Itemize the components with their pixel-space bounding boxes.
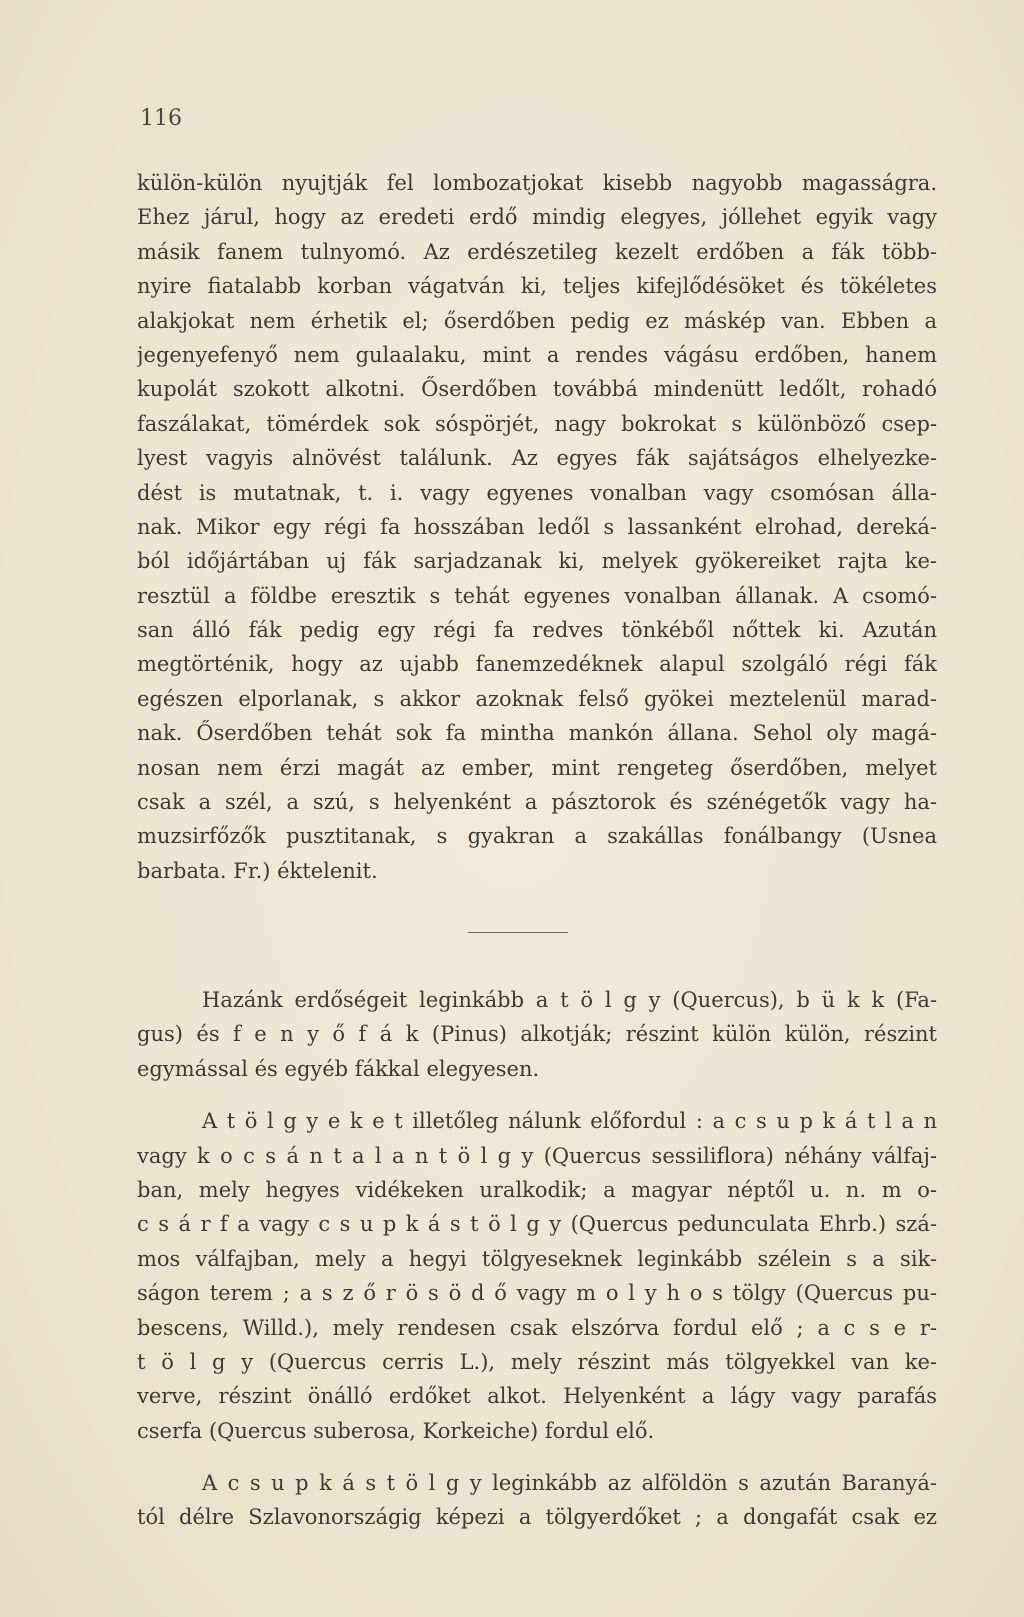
text-line: bescens, Willd.), mely rendesen csak elszórva fordul elő ; a c s e r- <box>137 1315 937 1340</box>
text-block-upper <box>137 166 937 888</box>
text-line: san álló fák pedig egy régi fa redves tönkéből nőttek ki. Azután <box>137 618 937 643</box>
text-line: A c s u p k á s t ö l g y leginkább az alföldön s azután Baranyá- <box>202 1471 937 1496</box>
text-line: jegenyefenyő nem gulaalaku, mint a rendes vágásu erdőben, hanem <box>137 342 937 367</box>
text-line: ban, mely hegyes vidékeken uralkodik; a magyar néptől u. n. m o- <box>137 1177 937 1202</box>
text-line: resztül a földbe eresztik s tehát egyenes vonalban állanak. A csomó- <box>137 583 937 608</box>
text-line: A t ö l g y e k e t illetőleg nálunk előfordul : a c s u p k á t l a n <box>202 1109 937 1134</box>
text-line: verve, részint önálló erdőket alkot. Helyenként a lágy vagy parafás <box>137 1384 937 1409</box>
text-line: alakjokat nem érhetik el; őserdőben pedig ez máskép van. Ebben a <box>137 308 937 333</box>
text-line: ból időjártában uj fák sarjadzanak ki, melyek gyökereiket rajta ke- <box>137 549 937 574</box>
text-line: barbata. Fr.) éktelenit. <box>137 858 378 883</box>
text-line: mos válfajban, mely a hegyi tölgyeseknek leginkább szélein s a sik- <box>137 1246 937 1271</box>
text-line: egymással és egyéb fákkal elegyesen. <box>137 1056 540 1081</box>
text-line: nosan nem érzi magát az ember, mint rengeteg őserdőben, melyet <box>137 755 937 780</box>
text-line: nak. Mikor egy régi fa hosszában ledől s lassanként elrohad, dereká- <box>137 514 937 539</box>
text-line: t ö l g y (Quercus cerris L.), mely részint más tölgyekkel van ke- <box>137 1349 937 1374</box>
text-line: egészen elporlanak, s akkor azoknak felső gyökei meztelenül marad- <box>137 686 937 711</box>
text-line: megtörténik, hogy az ujabb fanemzedéknek alapul szolgáló régi fák <box>137 652 937 677</box>
text-line: cserfa (Quercus suberosa, Korkeiche) fordul elő. <box>137 1418 655 1443</box>
text-line: lyest vagyis alnövést találunk. Az egyes fák sajátságos elhelyezke- <box>137 446 937 471</box>
page-number: 116 <box>140 106 182 131</box>
text-line: külön-külön nyujtják fel lombozatjokat kisebb nagyobb magasságra. <box>137 171 937 195</box>
text-line: c s á r f a vagy c s u p k á s t ö l g y (Quercus pedunculata Ehrb.) szá- <box>137 1212 937 1237</box>
text-line: tól délre Szlavonországig képezi a tölgyerdőket ; a dongafát csak ez <box>137 1505 937 1530</box>
text-line: gus) és f e n y ő f á k (Pinus) alkotják; részint külön külön, részint <box>137 1022 937 1047</box>
text-line: vagy k o c s á n t a l a n t ö l g y (Quercus sessiliflora) néhány válfaj- <box>137 1143 937 1168</box>
paragraph-oaks <box>137 1104 937 1448</box>
text-line: Hazánk erdőségeit leginkább a t ö l g y (Quercus), b ü k k (Fa- <box>202 988 937 1012</box>
text-line: nak. Őserdőben tehát sok fa mintha mankón állana. Sehol oly magá- <box>137 721 937 746</box>
section-divider <box>468 932 568 933</box>
text-line: csak a szél, a szú, s helyenként a pásztorok és szénégetők vagy ha- <box>137 790 937 815</box>
text-line: dést is mutatnak, t. i. vagy egyenes vonalban vagy csomósan álla- <box>137 480 937 505</box>
paragraph-forests <box>137 983 937 1086</box>
text-line: ságon terem ; a s z ő r ö s ö d ő vagy m o l y h o s tölgy (Quercus pu- <box>137 1281 937 1306</box>
text-line: Ehez járul, hogy az eredeti erdő mindig elegyes, jóllehet egyik vagy <box>137 205 937 230</box>
text-line: kupolát szokott alkotni. Őserdőben továbbá mindenütt ledőlt, rohadó <box>137 377 937 402</box>
text-line: nyire fiatalabb korban vágatván ki, teljes kifejlődésöket és tökéletes <box>137 274 937 299</box>
text-line: muzsirfőzők pusztitanak, s gyakran a szakállas fonálbangy (Usnea <box>137 824 937 849</box>
text-line: faszálakat, tömérdek sok sóspörjét, nagy bokrokat s különböző csep- <box>137 411 937 436</box>
text-block-lower <box>137 983 937 1535</box>
text-line: másik fanem tulnyomó. Az erdészetileg kezelt erdőben a fák több- <box>137 239 937 264</box>
paragraph-csupkas <box>137 1466 937 1535</box>
